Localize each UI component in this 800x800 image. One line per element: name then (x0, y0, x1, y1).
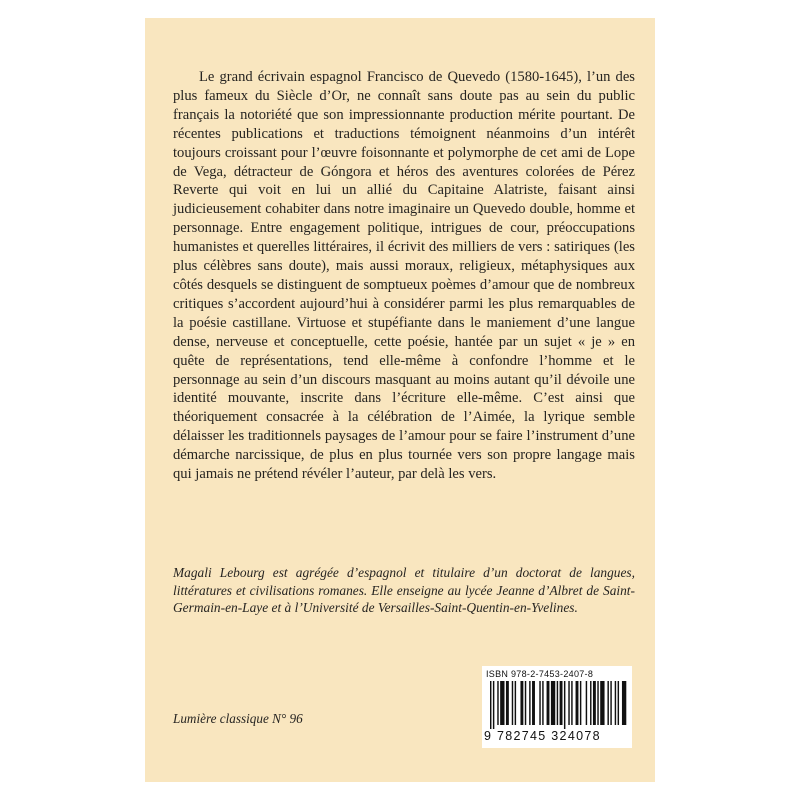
barcode-bar (551, 681, 555, 725)
barcode-bar (597, 681, 598, 725)
barcode-digits: 9 782745 324078 (484, 729, 601, 743)
barcode-bar (520, 681, 523, 725)
barcode-bar (590, 681, 591, 725)
barcode-bar (622, 681, 626, 725)
barcode-bar (607, 681, 608, 725)
barcode-bar (615, 681, 616, 725)
barcode-bar (532, 681, 535, 725)
barcode-bar (515, 681, 516, 725)
barcode-bar (493, 681, 494, 729)
barcode-bar (586, 681, 587, 725)
barcode-bar (525, 681, 526, 725)
barcode-bar (571, 681, 572, 725)
back-cover (145, 18, 655, 782)
isbn-barcode (482, 666, 632, 748)
barcode-bar (580, 681, 581, 725)
barcode-bar (600, 681, 604, 725)
barcode-bar (500, 681, 504, 725)
barcode-bar (593, 681, 596, 725)
series-label: Lumière classique N° 96 (173, 711, 303, 726)
barcode-bar (564, 681, 565, 729)
barcode-bar (560, 681, 563, 725)
barcode-bar (576, 681, 579, 725)
barcode-bar (512, 681, 513, 725)
barcode-bar (529, 681, 530, 725)
summary-paragraph (173, 68, 635, 484)
isbn-label: ISBN 978-2-7453-2407-8 (486, 669, 594, 679)
author-bio: Magali Lebourg est agrégée d’espagnol et titulaire d’un doctorat de langues, littératures et civilisations romanes. Elle enseigne au lycée Jeanne d’Albret de Saint-Germain-en-Laye et à l’Université de Versailles-Saint-Quentin-en-Yvelines. (173, 565, 635, 615)
summary-text: Le grand écrivain espagnol Francisco de Quevedo (1580-1645), l’un des plus fameux du Siècle d’Or, ne connaît sans doute pas au sein du public français la notoriété que son impressionnante production mérite pourtant. De récentes publications et traductions témoignent néanmoins d’un intérêt toujours croissant pour l’œuvre foisonnante et polymorphe de cet ami de Lope de Vega, détracteur de Góngora et héros des aventures colorées de Pérez Reverte qui voit en lui un allié du Capitaine Alatriste, faisant ainsi judicieusement cohabiter dans notre imaginaire un Quevedo double, homme et personnage. Entre engagement politique, intrigues de cour, préoccupations humanistes et querelles littéraires, il écrivit des milliers de vers : satiriques (les plus célèbres sans doute), mais aussi moraux, religieux, métaphysiques aux côtés desquels se distinguent de somptueux poèmes d’amour que de nombreux critiques s’accordent aujourd’hui à considérer parmi les plus remarquables de la poésie castillane. Virtuose et stupéfiante dans le maniement d’une langue dense, nerveuse et conceptuelle, cette poésie, hantée par un sujet « je » en quête de représentations, tend elle-même à confondre l’homme et le personnage au sein d’un discours masquant au moins autant qu’il dévoile une identité mouvante, inscrite dans l’écriture elle-même. C’est ainsi que théoriquement consacrée à la célébration de l’Aimée, la lyrique semble délaisser les traditionnels paysages de l’amour pour se faire l’instrument d’une démarche narcissique, de plus en plus tournée vers son propre langage mais qui jamais ne prétend révéler l’auteur, par delà les vers. (173, 69, 635, 483)
barcode-bar (506, 681, 509, 725)
barcode-bar (610, 681, 611, 725)
barcode-bar (490, 681, 491, 729)
barcode-bar (539, 681, 540, 725)
barcode-bar (618, 681, 619, 725)
barcode-bar (568, 681, 569, 725)
barcode-bar (547, 681, 550, 725)
barcode-bar (557, 681, 558, 725)
barcode-bar (497, 681, 498, 725)
barcode-bar (542, 681, 543, 725)
barcode-icon (488, 681, 628, 729)
